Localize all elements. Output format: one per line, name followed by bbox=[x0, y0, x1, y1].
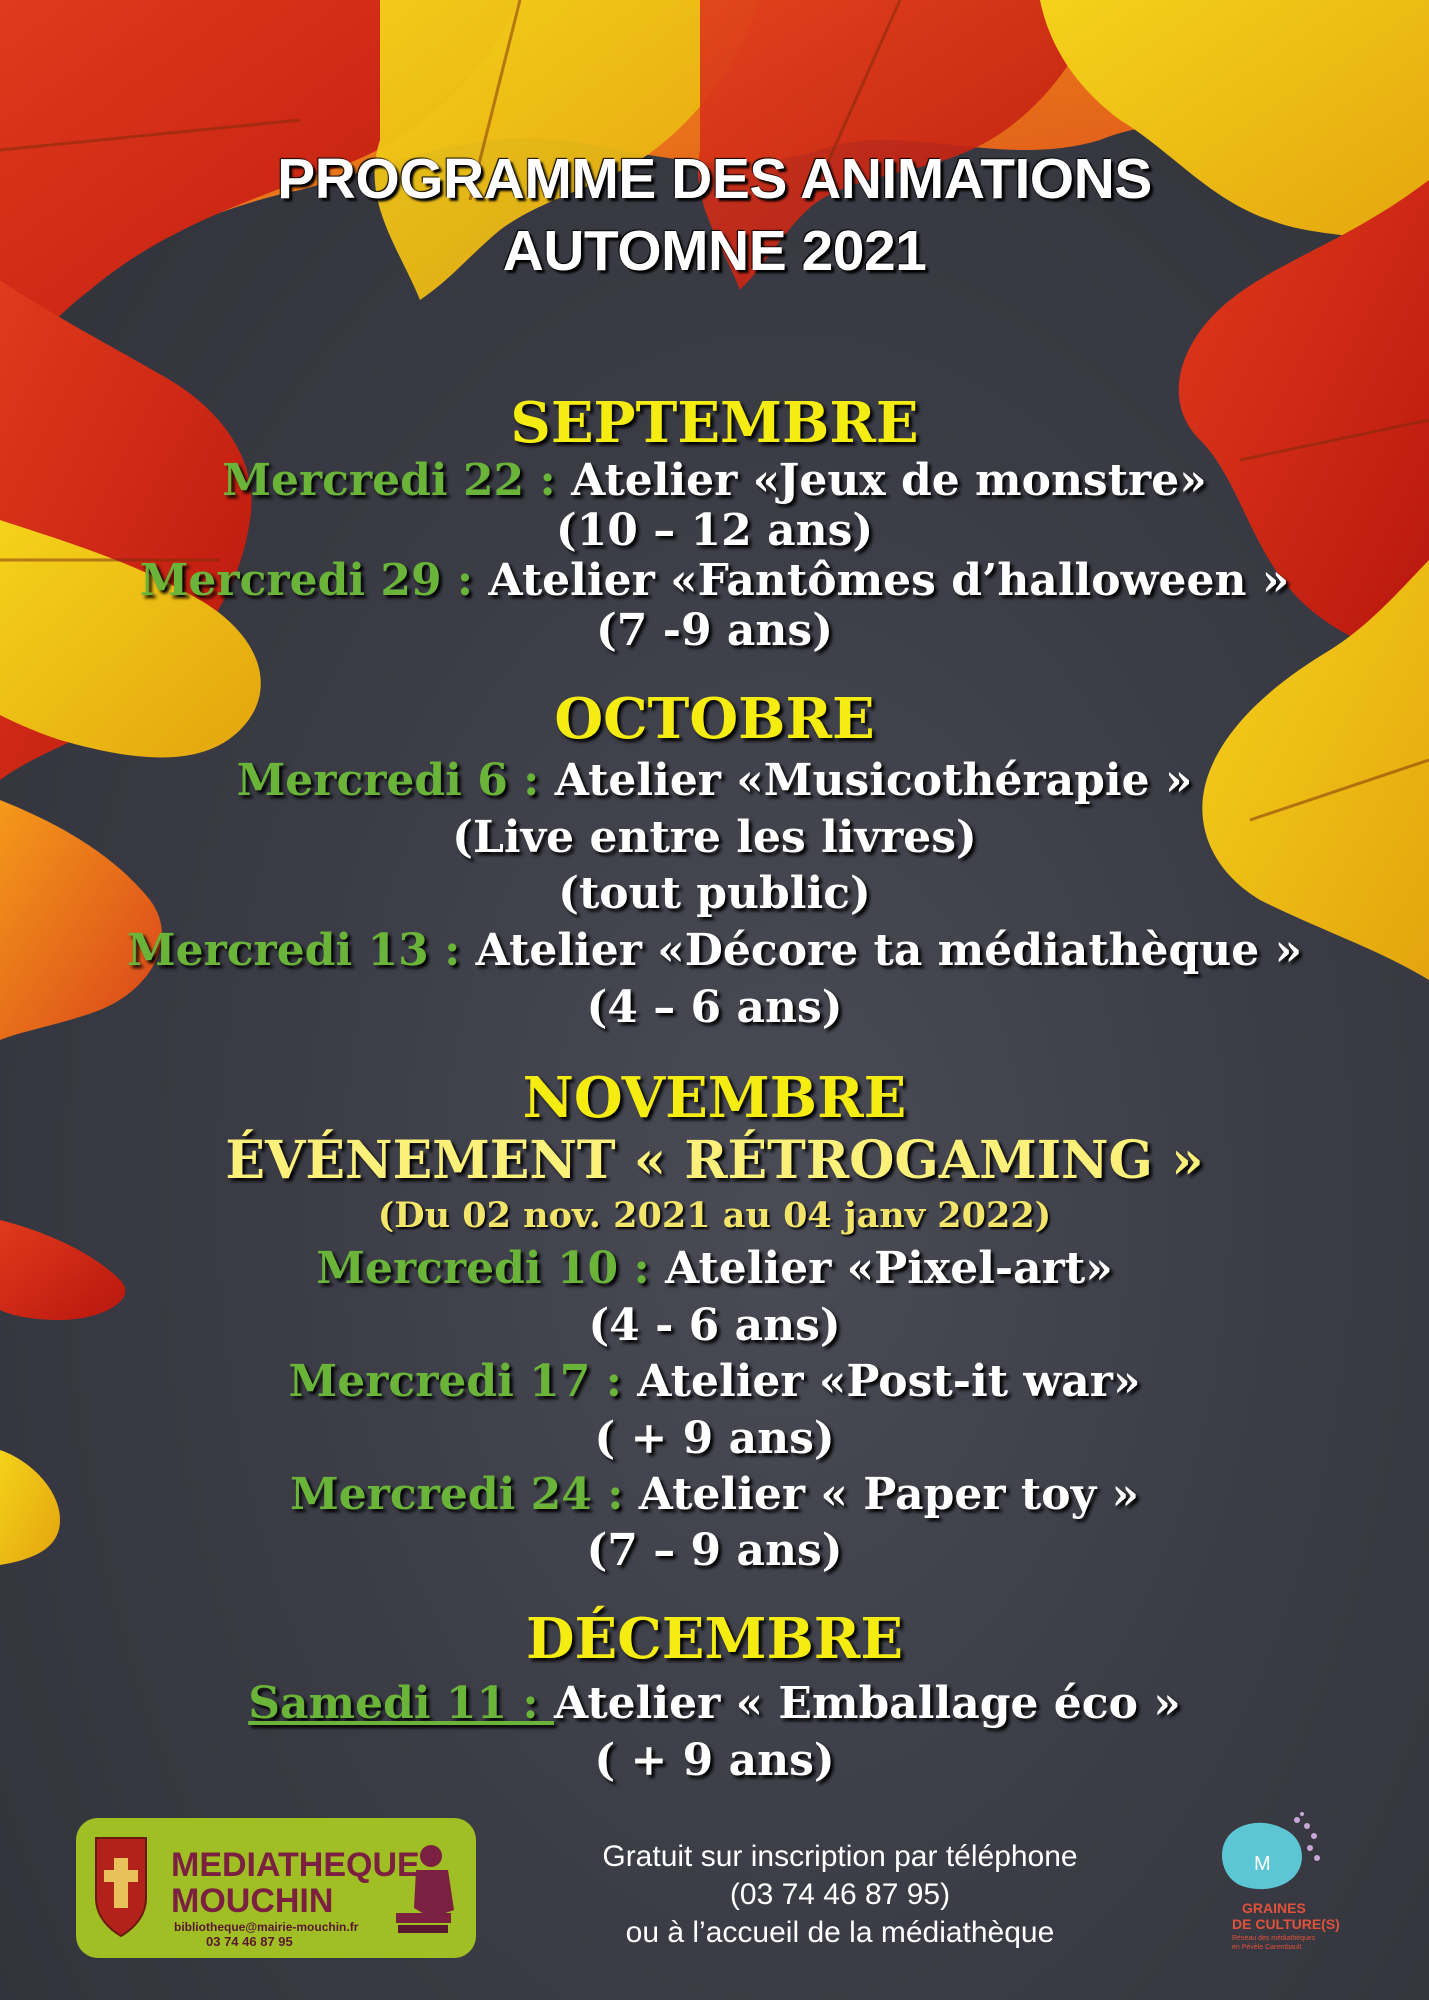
schedule-day: Mercredi 29 : bbox=[139, 555, 489, 606]
schedule-activity: Atelier «Post-it war» bbox=[637, 1356, 1141, 1407]
month-heading-october: OCTOBRE bbox=[554, 686, 875, 752]
schedule-row bbox=[0, 1243, 1429, 1294]
schedule-row bbox=[0, 755, 1429, 806]
graines-de-cultures-logo bbox=[1202, 1808, 1352, 1968]
logo-phone: 03 74 46 87 95 bbox=[206, 1934, 293, 1949]
age-range: (tout public) bbox=[558, 868, 871, 919]
age-range: (4 – 6 ans) bbox=[586, 982, 843, 1033]
schedule-row bbox=[0, 925, 1429, 976]
schedule-day: Mercredi 24 : bbox=[290, 1469, 639, 1520]
event-dates: (Du 02 nov. 2021 au 04 janv 2022) bbox=[377, 1195, 1052, 1236]
age-range: (7 -9 ans) bbox=[595, 605, 834, 656]
schedule-activity: Atelier «Fantômes d’halloween » bbox=[488, 555, 1290, 606]
month-heading-september: SEPTEMBRE bbox=[510, 390, 919, 456]
age-range: ( + 9 ans) bbox=[594, 1735, 835, 1786]
schedule-activity: Atelier « Emballage éco » bbox=[553, 1678, 1181, 1729]
logo-right-tagline1: Réseau des médiathèques bbox=[1232, 1935, 1316, 1942]
age-range: ( + 9 ans) bbox=[594, 1413, 835, 1464]
programme-title-line1: PROGRAMME DES ANIMATIONS bbox=[277, 147, 1152, 211]
footer-line1: Gratuit sur inscription par téléphone bbox=[602, 1840, 1078, 1873]
schedule-day: Mercredi 10 : bbox=[316, 1243, 666, 1294]
logo-email: bibliotheque@mairie-mouchin.fr bbox=[174, 1920, 359, 1934]
age-range: (7 – 9 ans) bbox=[586, 1525, 843, 1576]
schedule-day: Samedi 11 : bbox=[248, 1678, 554, 1729]
schedule-day: Mercredi 22 : bbox=[222, 455, 572, 506]
footer-line3: ou à l’accueil de la médiathèque bbox=[625, 1916, 1055, 1949]
month-heading-december: DÉCEMBRE bbox=[525, 1606, 904, 1672]
footer-phone: (03 74 46 87 95) bbox=[729, 1878, 951, 1911]
schedule-row bbox=[0, 555, 1429, 606]
schedule-activity: Atelier «Décore ta médiathèque » bbox=[475, 925, 1303, 976]
logo-right-tagline2: en Pévèle Carembault bbox=[1232, 1944, 1302, 1951]
schedule-row bbox=[0, 1678, 1429, 1729]
schedule-day: Mercredi 13 : bbox=[126, 925, 476, 976]
schedule-activity: Atelier «Musicothérapie » bbox=[554, 755, 1193, 806]
month-heading-november: NOVEMBRE bbox=[522, 1065, 907, 1131]
logo-right-line2: DE CULTURE(S) bbox=[1232, 1916, 1340, 1932]
schedule-row bbox=[0, 1469, 1429, 1520]
logo-right-line1: GRAINES bbox=[1242, 1900, 1306, 1916]
schedule-day: Mercredi 6 : bbox=[236, 755, 555, 806]
age-range: (10 – 12 ans) bbox=[555, 505, 874, 556]
schedule-activity: Atelier «Pixel-art» bbox=[665, 1243, 1113, 1294]
logo-m-glyph: M bbox=[1254, 1853, 1271, 1875]
age-range: (4 - 6 ans) bbox=[588, 1300, 841, 1351]
programme-title-line2: AUTOMNE 2021 bbox=[502, 219, 927, 283]
graines-de-cultures-logo-art bbox=[1202, 1808, 1352, 1968]
mediatheque-mouchin-logo-art bbox=[76, 1818, 476, 1958]
logo-name-line2: MOUCHIN bbox=[171, 1882, 334, 1920]
schedule-activity: Atelier « Paper toy » bbox=[638, 1469, 1139, 1520]
age-range: (Live entre les livres) bbox=[452, 812, 977, 863]
logo-name-line1: MEDIATHEQUE bbox=[171, 1846, 420, 1884]
mediatheque-mouchin-logo bbox=[76, 1818, 476, 1958]
event-title: ÉVÉNEMENT « RÉTROGAMING » bbox=[225, 1130, 1204, 1191]
schedule-activity: Atelier «Jeux de monstre» bbox=[571, 455, 1207, 506]
schedule-row bbox=[0, 1356, 1429, 1407]
schedule-row bbox=[0, 455, 1429, 506]
schedule-day: Mercredi 17 : bbox=[288, 1356, 638, 1407]
